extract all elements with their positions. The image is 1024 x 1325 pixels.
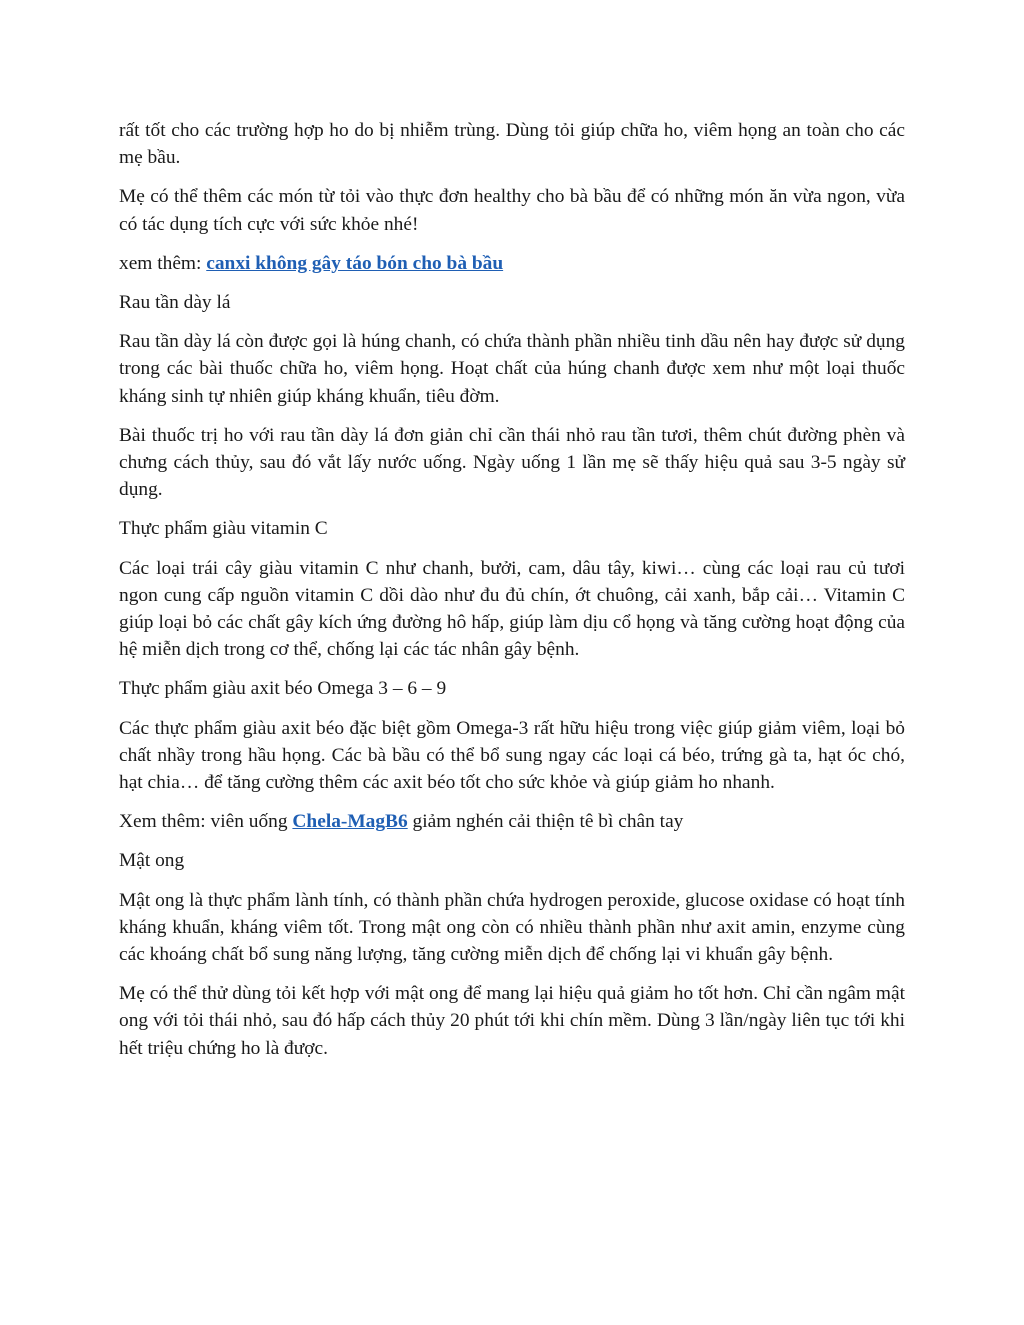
see-more-suffix: giảm nghén cải thiện tê bì chân tay [407,811,684,833]
paragraph-rau-tan-intro: Rau tần dày lá còn được gọi là húng chanh, có chứa thành phần nhiều tinh dầu nên hay được sử dụng trong các bài thuốc chữa ho, viêm họng. Hoạt chất của húng chanh được xem như một loại thuốc kháng sinh tự nhiên giúp kháng khuẩn, tiêu đờm. [119,331,905,407]
chela-magb6-link[interactable]: Chela-MagB6 [292,811,408,833]
heading-rau-tan-day-la: Rau tần dày lá [119,292,231,314]
heading-omega: Thực phẩm giàu axit béo Omega 3 – 6 – 9 [119,678,447,700]
heading-mat-ong: Mật ong [119,850,185,872]
see-more-calcium [119,250,905,277]
see-more-prefix: Xem thêm: viên uống [119,811,293,833]
heading-vitamin-c: Thực phẩm giàu vitamin C [119,518,328,540]
calcium-link[interactable]: canxi không gây táo bón cho bà bầu [206,252,504,274]
see-more-chela [119,808,905,835]
paragraph-vitamin-c: Các loại trái cây giàu vitamin C như chanh, bưởi, cam, dâu tây, kiwi… cùng các loại rau củ tươi ngon cung cấp nguồn vitamin C dồi dào như đu đủ chín, ớt chuông, cải xanh, bắp cải… Vitamin C giúp loại bỏ các chất gây kích ứng đường hô hấp, giúp làm dịu cổ họng và tăng cường hoạt động của hệ miễn dịch trong cơ thể, chống lại các tác nhân gây bệnh. [119,557,905,661]
document-page [119,117,905,1074]
paragraph-mat-ong-remedy: Mẹ có thể thử dùng tỏi kết hợp với mật ong để mang lại hiệu quả giảm ho tốt hơn. Chỉ cần ngâm mật ong với tỏi thái nhỏ, sau đó hấp cách thủy 20 phút tới khi chín mềm. Dùng 3 lần/ngày liên tục tới khi hết triệu chứng ho là được. [119,983,905,1059]
paragraph-garlic-menu: Mẹ có thể thêm các món từ tỏi vào thực đơn healthy cho bà bầu để có những món ăn vừa ngon, vừa có tác dụng tích cực với sức khỏe nhé! [119,186,905,235]
paragraph-mat-ong-intro: Mật ong là thực phẩm lành tính, có thành phần chứa hydrogen peroxide, glucose oxidase có hoạt tính kháng khuẩn, kháng viêm tốt. Trong mật ong còn có nhiều thành phần như axit amin, enzyme cùng các khoáng chất bổ sung năng lượng, tăng cường miễn dịch để chống lại vi khuẩn gây bệnh. [119,889,905,966]
paragraph-garlic-end: rất tốt cho các trường hợp ho do bị nhiễm trùng. Dùng tỏi giúp chữa ho, viêm họng an toàn cho các mẹ bầu. [119,120,905,169]
paragraph-omega: Các thực phẩm giàu axit béo đặc biệt gồm Omega-3 rất hữu hiệu trong việc giúp giảm viêm, loại bỏ chất nhầy trong hầu họng. Các bà bầu có thể bổ sung ngay các loại cá béo, trứng gà ta, hạt óc chó, hạt chia… để tăng cường thêm các axit béo tốt cho sức khỏe và giúp giảm ho nhanh. [119,717,905,794]
paragraph-rau-tan-remedy: Bài thuốc trị ho với rau tần dày lá đơn giản chỉ cần thái nhỏ rau tần tươi, thêm chút đường phèn và chưng cách thủy, sau đó vắt lấy nước uống. Ngày uống 1 lần mẹ sẽ thấy hiệu quả sau 3-5 ngày sử dụng. [119,424,905,501]
see-more-prefix: xem thêm: [119,252,207,274]
